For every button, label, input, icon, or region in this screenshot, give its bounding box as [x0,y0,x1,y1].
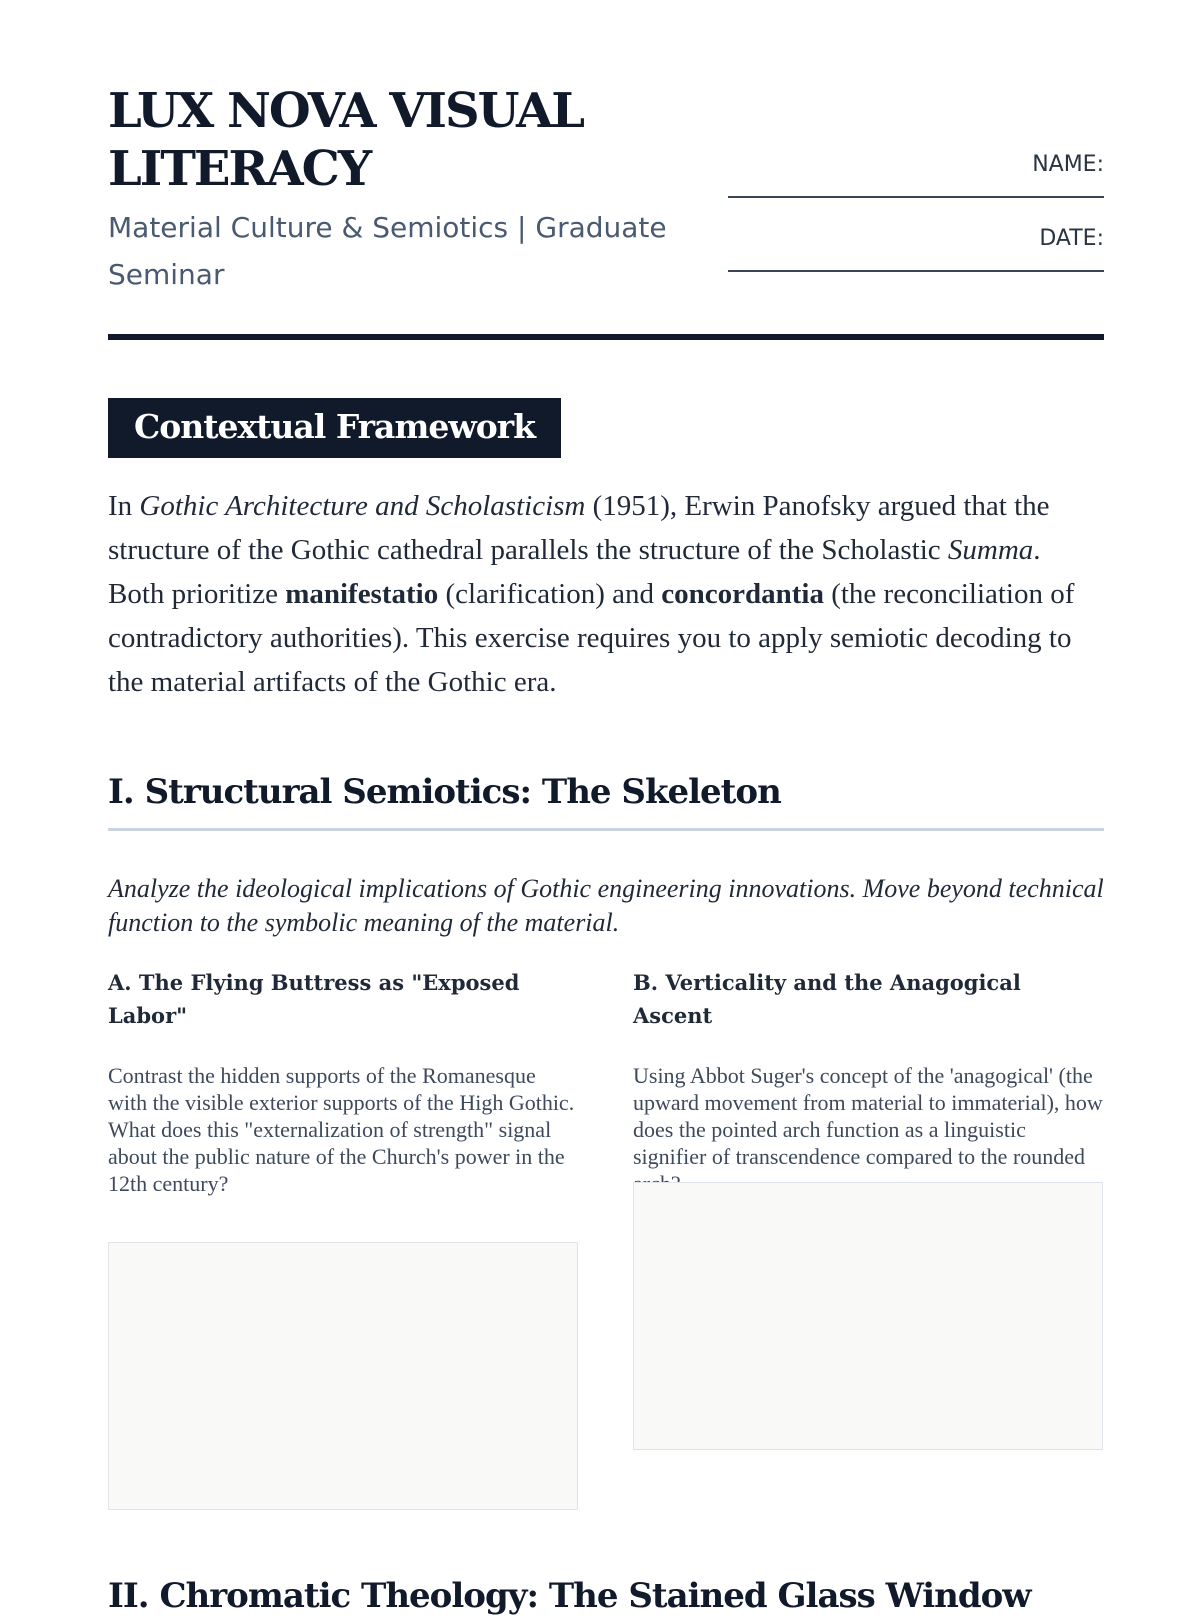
answer-box-b[interactable] [633,1182,1103,1450]
context-paragraph [108,484,1104,704]
question-a [108,966,578,1197]
date-field[interactable] [728,226,1104,272]
brand-title: LUX NOVA VISUAL LITERACY [108,83,583,197]
context-text-4: (clarification) and [438,578,662,610]
section-1-heading: I. Structural Semiotics: The Skeleton [108,772,781,812]
summa-term: Summa [947,534,1034,566]
name-field[interactable] [728,152,1104,198]
worksheet-header [108,82,1104,342]
section-1-divider [108,828,1104,831]
context-text-5: (the reconciliation of contradictory authorities). This exercise requires you to apply semiotic decoding to the material artifacts of the Gothic era. [108,578,1075,698]
context-text-2: (1951), Erwin Panofsky argued that the structure of the Gothic cathedral parallels the structure of the Scholastic [108,490,1050,566]
name-label: NAME: [1032,152,1104,177]
term-concordantia: concordantia [661,578,824,610]
course-subtitle: Material Culture & Semiotics | Graduate Seminar [108,211,667,291]
question-a-title: A. The Flying Buttress as "Exposed Labor" [108,970,520,1028]
question-b-prompt: Using Abbot Suger's concept of the 'anagogical' (the upward movement from material to immaterial), how does the pointed arch function as a linguistic signifier of transcendence compared to the rounded [633,1063,1103,1169]
context-text-1: In [108,490,140,522]
section-1-description: Analyze the ideological implications of Gothic engineering innovations. Move beyond technical function to the symbolic meaning of the material. [108,874,1104,937]
question-b-title: B. Verticality and the Anagogical Ascent [633,970,1021,1028]
section-2-heading: II. Chromatic Theology: The Stained Glass Window [108,1576,1031,1616]
date-label: DATE: [1039,226,1104,251]
context-text-3: . Both prioritize [108,534,1041,610]
book-title: Gothic Architecture and Scholasticism [139,490,586,522]
answer-box-a[interactable] [108,1242,578,1510]
header-divider [108,334,1104,340]
term-manifestatio: manifestatio [285,578,439,610]
section-badge: Contextual Framework [108,398,561,458]
question-b [633,966,1103,1197]
question-a-prompt: Contrast the hidden supports of the Romanesque with the visible exterior supports of the High Gothic. What does this "externalization of strength" signal about the public nature of the Church's power in the 12th century? [108,1063,575,1196]
